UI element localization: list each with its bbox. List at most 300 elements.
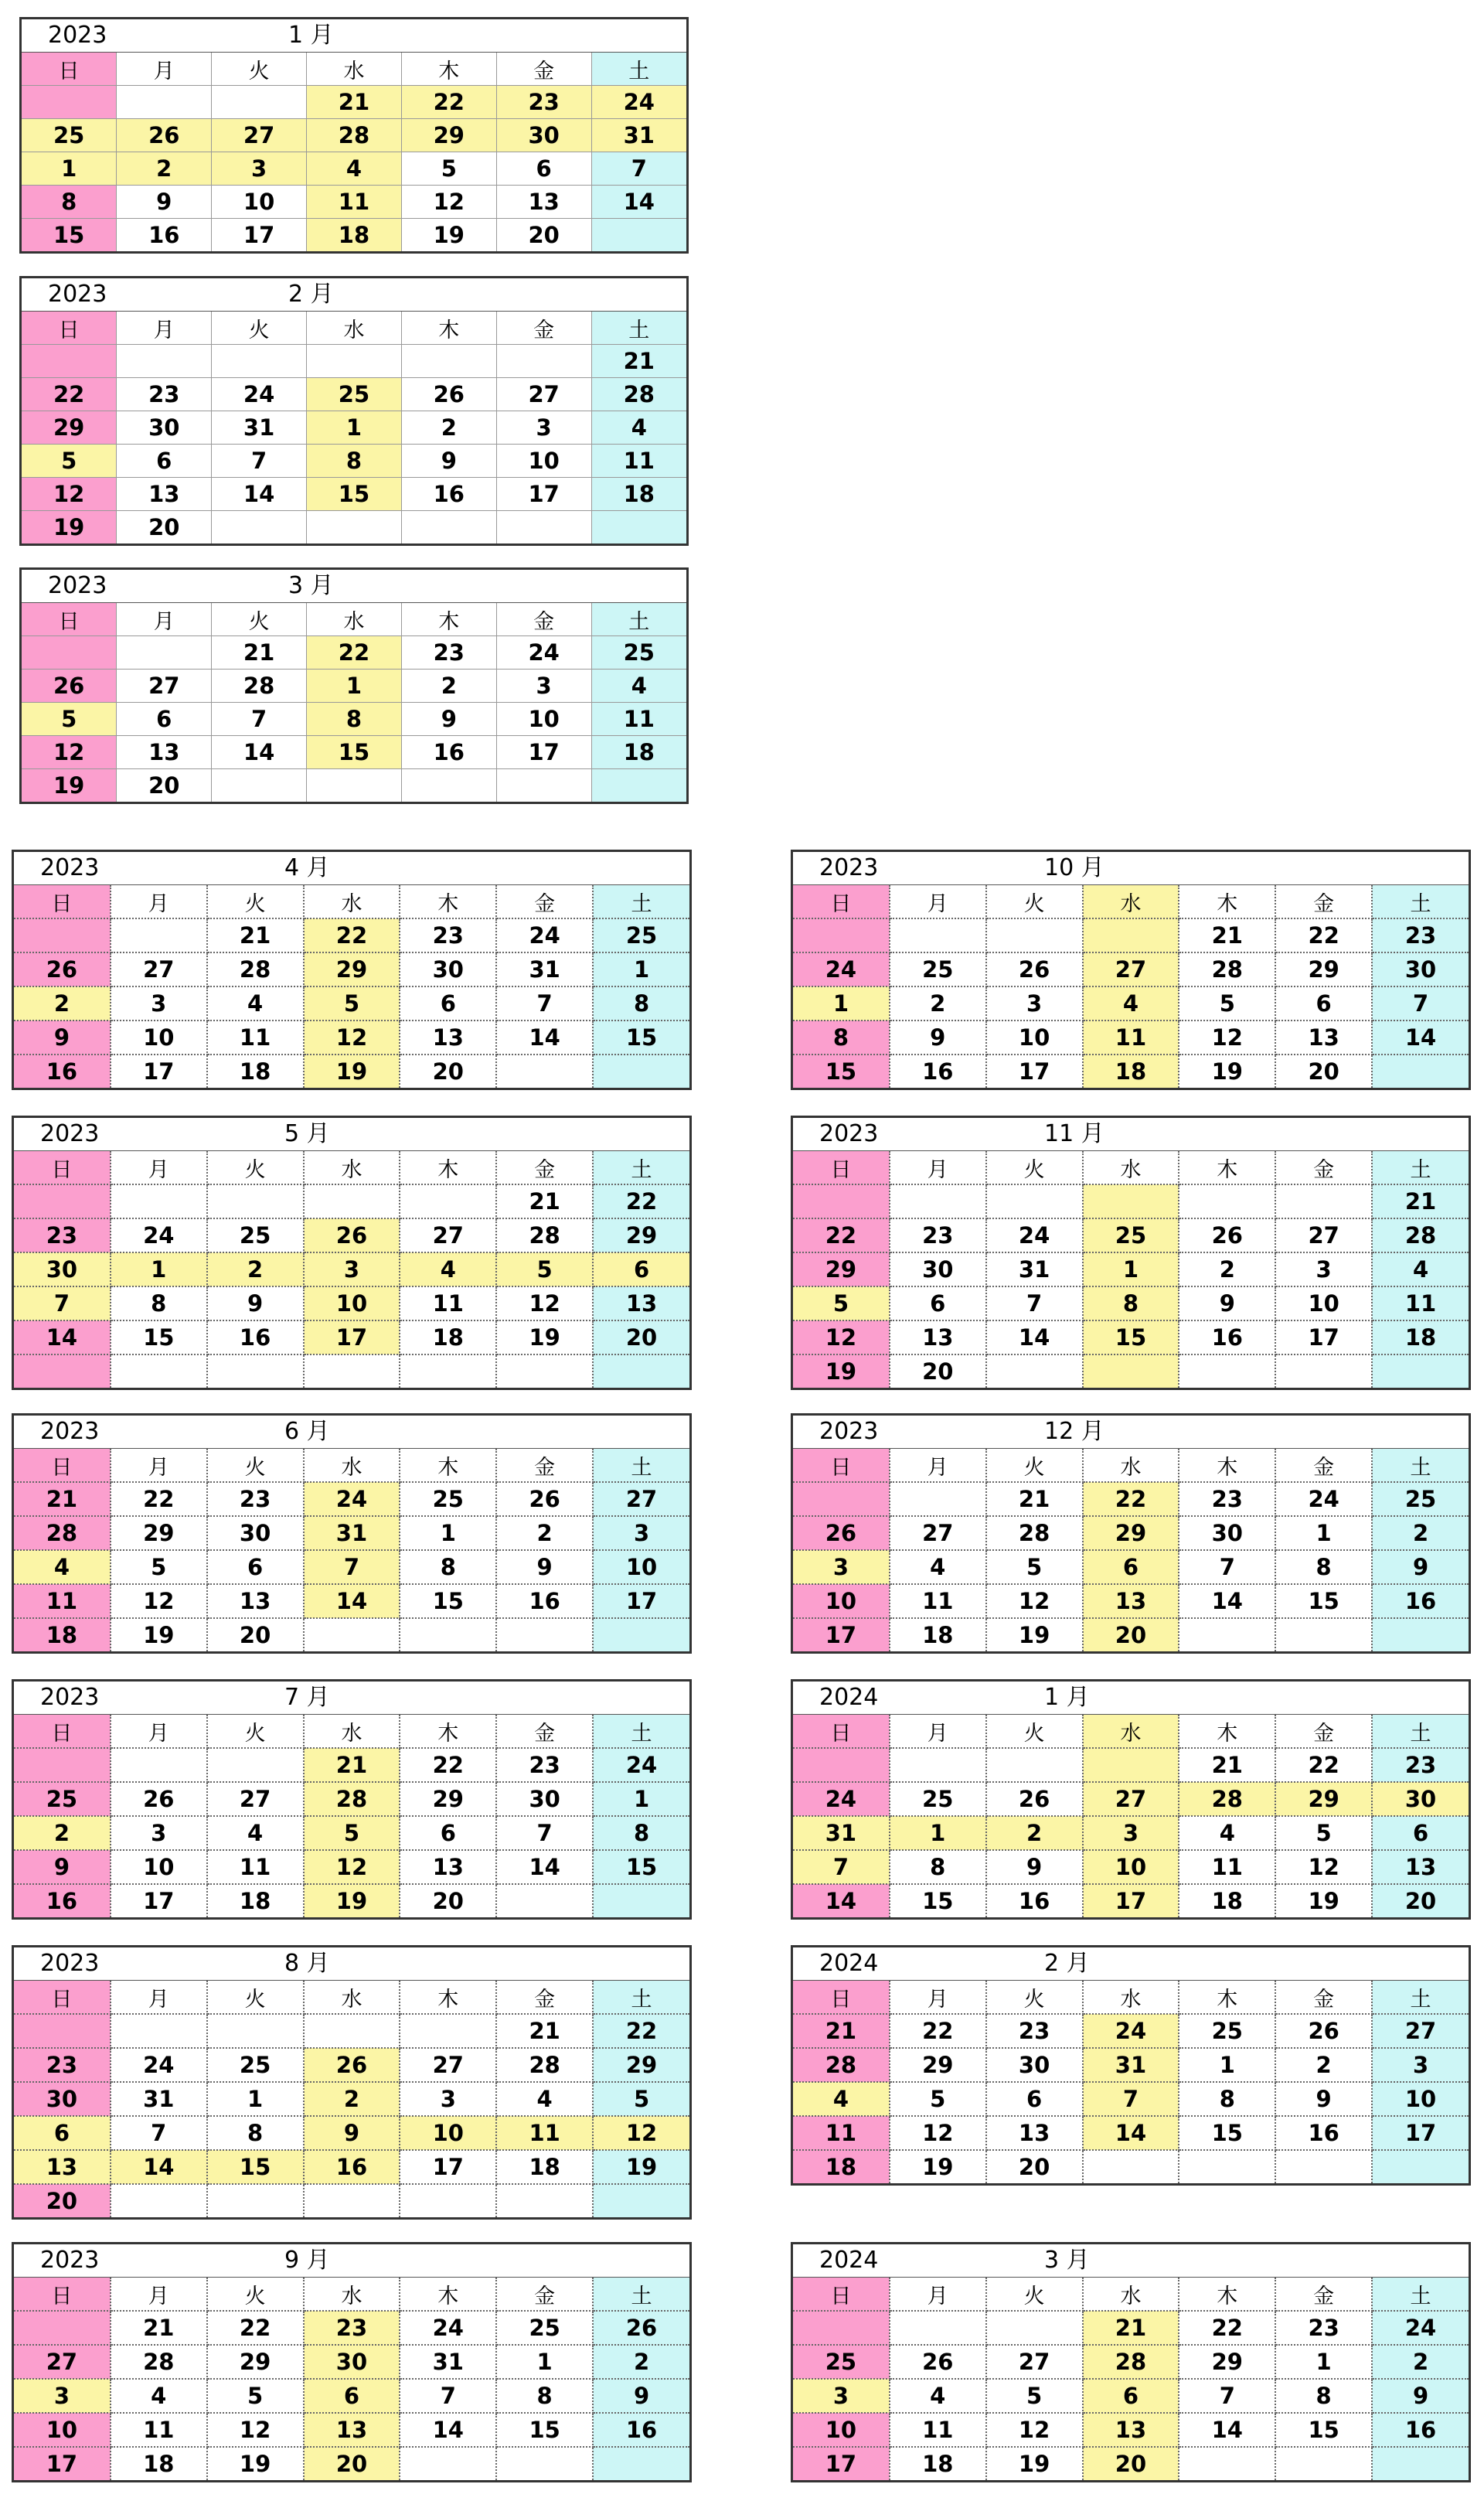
week-row [22, 345, 686, 378]
day-cell: 2 [496, 1516, 593, 1550]
day-cell [496, 511, 591, 544]
day-cell: 15 [593, 1850, 689, 1884]
day-cell: 28 [793, 2048, 890, 2082]
day-cell: 7 [1372, 986, 1469, 1021]
day-cell: 4 [793, 2082, 890, 2116]
day-cell: 30 [400, 952, 496, 986]
weekday-row [22, 312, 686, 345]
week-row [793, 2150, 1469, 2183]
weekday-header: 土 [593, 2278, 689, 2311]
day-cell: 23 [496, 86, 591, 119]
day-cell: 14 [212, 736, 307, 769]
day-cell: 18 [591, 736, 686, 769]
day-cell: 9 [986, 1850, 1083, 1884]
day-cell: 4 [890, 2379, 986, 2413]
weekday-header: 木 [400, 2278, 496, 2311]
day-cell: 12 [304, 1850, 400, 1884]
day-cell: 22 [890, 2014, 986, 2048]
weekday-header: 月 [111, 885, 207, 918]
day-cell: 19 [111, 1618, 207, 1651]
day-cell: 26 [793, 1516, 890, 1550]
day-cell: 15 [111, 1320, 207, 1354]
day-cell [304, 2014, 400, 2048]
day-cell: 13 [1083, 2413, 1179, 2447]
week-row [793, 2048, 1469, 2082]
calendar-year: 2024 [819, 2247, 879, 2274]
day-cell: 3 [793, 2379, 890, 2413]
week-row [14, 1252, 689, 1286]
week-row [14, 2116, 689, 2150]
calendar-grid [793, 1981, 1469, 2183]
day-cell: 3 [304, 1252, 400, 1286]
day-cell: 28 [986, 1516, 1083, 1550]
week-row [14, 2082, 689, 2116]
day-cell: 1 [307, 411, 402, 445]
day-cell: 7 [591, 152, 686, 186]
day-cell: 19 [986, 2447, 1083, 2480]
day-cell [496, 1055, 593, 1088]
day-cell: 19 [22, 511, 117, 544]
day-cell: 3 [1083, 1816, 1179, 1850]
day-cell [212, 345, 307, 378]
day-cell: 26 [890, 2345, 986, 2379]
day-cell: 2 [401, 670, 496, 703]
day-cell: 28 [1372, 1218, 1469, 1252]
weekday-header: 土 [593, 885, 689, 918]
week-row [22, 769, 686, 802]
day-cell: 20 [890, 1354, 986, 1388]
day-cell: 10 [986, 1021, 1083, 1055]
weekday-header: 日 [14, 1151, 111, 1184]
day-cell: 28 [591, 378, 686, 411]
calendar-month [791, 1413, 1471, 1654]
day-cell [1083, 1354, 1179, 1388]
day-cell: 23 [401, 636, 496, 670]
calendar-year: 2023 [48, 281, 107, 308]
day-cell: 1 [1275, 1516, 1372, 1550]
day-cell: 22 [307, 636, 402, 670]
calendar-grid [793, 885, 1469, 1088]
day-cell: 22 [304, 918, 400, 952]
week-row [14, 2379, 689, 2413]
day-cell: 8 [22, 186, 117, 219]
weekday-header: 金 [496, 603, 591, 636]
day-cell: 29 [1275, 952, 1372, 986]
calendar-month-label: 2 月 [1044, 1950, 1090, 1977]
day-cell: 13 [400, 1021, 496, 1055]
day-cell: 17 [1083, 1884, 1179, 1917]
day-cell: 18 [591, 478, 686, 511]
week-row [793, 2116, 1469, 2150]
day-cell: 25 [890, 1782, 986, 1816]
day-cell: 7 [400, 2379, 496, 2413]
week-row [793, 1782, 1469, 1816]
weekday-header: 日 [14, 2278, 111, 2311]
day-cell [22, 86, 117, 119]
day-cell: 16 [1372, 1584, 1469, 1618]
week-row [793, 1354, 1469, 1388]
day-cell: 25 [207, 2048, 304, 2082]
calendar-month-label: 1 月 [288, 22, 334, 49]
day-cell: 4 [1372, 1252, 1469, 1286]
day-cell: 17 [793, 2447, 890, 2480]
day-cell: 12 [1179, 1021, 1275, 1055]
calendar-month [12, 1413, 692, 1654]
day-cell: 27 [207, 1782, 304, 1816]
day-cell: 10 [304, 1286, 400, 1320]
day-cell: 8 [111, 1286, 207, 1320]
day-cell: 16 [401, 736, 496, 769]
week-row [22, 636, 686, 670]
week-row [14, 1286, 689, 1320]
calendar-header [14, 852, 689, 885]
day-cell: 18 [890, 2447, 986, 2480]
day-cell: 30 [1179, 1516, 1275, 1550]
weekday-header: 土 [1372, 1715, 1469, 1748]
day-cell: 13 [1372, 1850, 1469, 1884]
weekday-header: 日 [793, 1715, 890, 1748]
day-cell: 20 [1275, 1055, 1372, 1088]
day-cell: 1 [307, 670, 402, 703]
day-cell: 16 [1275, 2116, 1372, 2150]
day-cell: 4 [207, 986, 304, 1021]
day-cell: 24 [111, 2048, 207, 2082]
day-cell: 7 [496, 986, 593, 1021]
day-cell: 29 [1275, 1782, 1372, 1816]
day-cell: 12 [22, 736, 117, 769]
day-cell: 22 [1275, 918, 1372, 952]
day-cell: 10 [1275, 1286, 1372, 1320]
day-cell: 4 [591, 411, 686, 445]
day-cell: 31 [496, 952, 593, 986]
day-cell: 10 [111, 1021, 207, 1055]
day-cell: 21 [496, 1184, 593, 1218]
day-cell: 21 [1179, 918, 1275, 952]
day-cell [1275, 2150, 1372, 2183]
calendar-year: 2023 [48, 572, 107, 599]
day-cell [591, 511, 686, 544]
day-cell: 6 [400, 986, 496, 1021]
week-row [14, 1055, 689, 1088]
weekday-header: 金 [1275, 1449, 1372, 1482]
calendar-month [12, 1945, 692, 2220]
calendar-header [793, 2244, 1469, 2278]
calendar-grid [793, 1715, 1469, 1917]
day-cell: 10 [496, 703, 591, 736]
weekday-row [793, 1715, 1469, 1748]
day-cell: 11 [890, 2413, 986, 2447]
calendar-year: 2024 [819, 1684, 879, 1711]
day-cell: 8 [307, 445, 402, 478]
day-cell [1372, 2150, 1469, 2183]
day-cell: 23 [1372, 1748, 1469, 1782]
day-cell: 16 [890, 1055, 986, 1088]
day-cell: 7 [1179, 1550, 1275, 1584]
day-cell: 14 [1083, 2116, 1179, 2150]
calendar-month [12, 1679, 692, 1920]
day-cell: 29 [401, 119, 496, 152]
day-cell: 9 [14, 1021, 111, 1055]
day-cell: 6 [986, 2082, 1083, 2116]
day-cell: 27 [117, 670, 212, 703]
day-cell [117, 636, 212, 670]
day-cell: 10 [496, 445, 591, 478]
day-cell [111, 918, 207, 952]
day-cell: 14 [986, 1320, 1083, 1354]
weekday-header: 火 [207, 1449, 304, 1482]
calendar-year: 2023 [40, 1950, 100, 1977]
day-cell: 3 [593, 1516, 689, 1550]
day-cell: 3 [1275, 1252, 1372, 1286]
day-cell: 6 [1372, 1816, 1469, 1850]
day-cell [1083, 2150, 1179, 2183]
day-cell: 21 [496, 2014, 593, 2048]
day-cell: 7 [212, 703, 307, 736]
day-cell: 13 [1275, 1021, 1372, 1055]
calendar-header [22, 278, 686, 312]
weekday-header: 水 [304, 1981, 400, 2014]
day-cell: 24 [212, 378, 307, 411]
day-cell: 24 [111, 1218, 207, 1252]
day-cell: 4 [400, 1252, 496, 1286]
day-cell: 27 [14, 2345, 111, 2379]
week-row [22, 703, 686, 736]
weekday-header: 土 [591, 312, 686, 345]
week-row [22, 186, 686, 219]
day-cell [593, 1055, 689, 1088]
day-cell: 28 [496, 1218, 593, 1252]
day-cell: 13 [14, 2150, 111, 2184]
day-cell [1372, 1055, 1469, 1088]
day-cell: 5 [890, 2082, 986, 2116]
day-cell: 20 [117, 511, 212, 544]
day-cell: 2 [1372, 2345, 1469, 2379]
day-cell: 9 [207, 1286, 304, 1320]
calendar-month [791, 850, 1471, 1090]
weekday-header: 木 [401, 53, 496, 86]
calendar-year: 2023 [819, 1120, 879, 1147]
weekday-row [14, 1449, 689, 1482]
weekday-header: 水 [307, 53, 402, 86]
week-row [14, 1884, 689, 1917]
day-cell [1275, 1618, 1372, 1651]
day-cell: 12 [401, 186, 496, 219]
day-cell: 27 [986, 2345, 1083, 2379]
day-cell: 19 [890, 2150, 986, 2183]
day-cell: 28 [1179, 952, 1275, 986]
weekday-header: 水 [304, 1151, 400, 1184]
day-cell: 27 [1083, 952, 1179, 986]
day-cell: 22 [401, 86, 496, 119]
day-cell: 17 [496, 478, 591, 511]
weekday-header: 月 [890, 885, 986, 918]
weekday-header: 土 [591, 53, 686, 86]
day-cell: 14 [111, 2150, 207, 2184]
day-cell: 14 [14, 1320, 111, 1354]
day-cell: 9 [593, 2379, 689, 2413]
day-cell: 7 [212, 445, 307, 478]
weekday-header: 日 [793, 2278, 890, 2311]
calendar-month [12, 1116, 692, 1390]
day-cell: 2 [1372, 1516, 1469, 1550]
day-cell: 10 [212, 186, 307, 219]
weekday-header: 土 [593, 1151, 689, 1184]
day-cell: 30 [14, 1252, 111, 1286]
day-cell: 9 [117, 186, 212, 219]
weekday-header: 木 [400, 1151, 496, 1184]
day-cell: 16 [1372, 2413, 1469, 2447]
weekday-header: 金 [496, 885, 593, 918]
day-cell: 6 [400, 1816, 496, 1850]
day-cell: 19 [22, 769, 117, 802]
day-cell: 1 [890, 1816, 986, 1850]
day-cell: 13 [986, 2116, 1083, 2150]
weekday-header: 水 [304, 1449, 400, 1482]
day-cell: 16 [207, 1320, 304, 1354]
weekday-header: 水 [1083, 1981, 1179, 2014]
weekday-header: 土 [593, 1981, 689, 2014]
weekday-header: 金 [496, 312, 591, 345]
weekday-header: 土 [1372, 1981, 1469, 2014]
day-cell [593, 2184, 689, 2217]
day-cell: 14 [1179, 2413, 1275, 2447]
day-cell [986, 1184, 1083, 1218]
day-cell: 25 [793, 2345, 890, 2379]
day-cell: 16 [304, 2150, 400, 2184]
day-cell: 8 [1179, 2082, 1275, 2116]
weekday-header: 月 [890, 2278, 986, 2311]
day-cell: 30 [496, 119, 591, 152]
day-cell: 4 [1083, 986, 1179, 1021]
weekday-row [793, 2278, 1469, 2311]
day-cell [986, 1354, 1083, 1388]
day-cell: 7 [1083, 2082, 1179, 2116]
day-cell: 4 [890, 1550, 986, 1584]
day-cell: 14 [496, 1021, 593, 1055]
week-row [793, 2311, 1469, 2345]
day-cell [1275, 1184, 1372, 1218]
weekday-header: 土 [591, 603, 686, 636]
day-cell: 19 [304, 1055, 400, 1088]
day-cell [207, 1354, 304, 1388]
day-cell: 20 [14, 2184, 111, 2217]
day-cell: 27 [890, 1516, 986, 1550]
day-cell: 30 [986, 2048, 1083, 2082]
day-cell: 16 [14, 1884, 111, 1917]
day-cell [1083, 1184, 1179, 1218]
calendar-month-label: 1 月 [1044, 1684, 1090, 1711]
calendar-grid [793, 1449, 1469, 1651]
day-cell: 30 [496, 1782, 593, 1816]
weekday-row [793, 1981, 1469, 2014]
day-cell: 15 [793, 1055, 890, 1088]
calendar-grid [22, 53, 686, 251]
calendar-month [19, 567, 689, 804]
day-cell: 31 [400, 2345, 496, 2379]
day-cell: 14 [212, 478, 307, 511]
day-cell [304, 1618, 400, 1651]
day-cell [593, 2447, 689, 2480]
day-cell [496, 2447, 593, 2480]
day-cell: 30 [14, 2082, 111, 2116]
day-cell: 6 [890, 1286, 986, 1320]
day-cell [986, 1748, 1083, 1782]
day-cell [986, 918, 1083, 952]
weekday-header: 水 [304, 1715, 400, 1748]
day-cell: 4 [496, 2082, 593, 2116]
day-cell: 15 [400, 1584, 496, 1618]
calendar-month-label: 2 月 [288, 281, 334, 308]
day-cell [496, 1884, 593, 1917]
weekday-header: 金 [1275, 2278, 1372, 2311]
weekday-header: 月 [890, 1715, 986, 1748]
day-cell: 20 [1083, 2447, 1179, 2480]
day-cell [117, 345, 212, 378]
day-cell: 1 [400, 1516, 496, 1550]
day-cell: 13 [1083, 1584, 1179, 1618]
day-cell: 16 [117, 219, 212, 252]
calendar-header [14, 2244, 689, 2278]
day-cell: 10 [593, 1550, 689, 1584]
calendar-year: 2023 [819, 854, 879, 881]
day-cell: 9 [1275, 2082, 1372, 2116]
day-cell: 14 [1179, 1584, 1275, 1618]
day-cell: 3 [496, 411, 591, 445]
day-cell: 11 [1083, 1021, 1179, 1055]
day-cell: 20 [1372, 1884, 1469, 1917]
weekday-header: 水 [1083, 1449, 1179, 1482]
day-cell: 5 [22, 445, 117, 478]
day-cell: 1 [1179, 2048, 1275, 2082]
week-row [14, 2311, 689, 2345]
day-cell: 30 [890, 1252, 986, 1286]
day-cell: 27 [593, 1482, 689, 1516]
day-cell: 11 [14, 1584, 111, 1618]
calendar-year: 2023 [40, 1120, 100, 1147]
day-cell: 23 [14, 2048, 111, 2082]
day-cell: 22 [1275, 1748, 1372, 1782]
week-row [793, 1286, 1469, 1320]
weekday-header: 日 [14, 1715, 111, 1748]
weekday-header: 金 [496, 1449, 593, 1482]
day-cell: 20 [117, 769, 212, 802]
day-cell [591, 219, 686, 252]
day-cell: 14 [793, 1884, 890, 1917]
day-cell [496, 1354, 593, 1388]
day-cell: 31 [304, 1516, 400, 1550]
calendar-header [793, 1947, 1469, 1981]
day-cell [793, 1748, 890, 1782]
day-cell: 1 [111, 1252, 207, 1286]
weekday-header: 木 [1179, 1981, 1275, 2014]
day-cell: 15 [22, 219, 117, 252]
week-row [22, 86, 686, 119]
day-cell [207, 1748, 304, 1782]
week-row [14, 2150, 689, 2184]
day-cell: 11 [207, 1850, 304, 1884]
day-cell: 20 [400, 1884, 496, 1917]
weekday-header: 木 [401, 312, 496, 345]
weekday-header: 月 [890, 1981, 986, 2014]
day-cell: 24 [793, 1782, 890, 1816]
weekday-header: 木 [400, 1981, 496, 2014]
day-cell: 1 [496, 2345, 593, 2379]
day-cell: 5 [496, 1252, 593, 1286]
day-cell [207, 1184, 304, 1218]
day-cell: 11 [496, 2116, 593, 2150]
day-cell: 12 [986, 1584, 1083, 1618]
day-cell: 10 [400, 2116, 496, 2150]
